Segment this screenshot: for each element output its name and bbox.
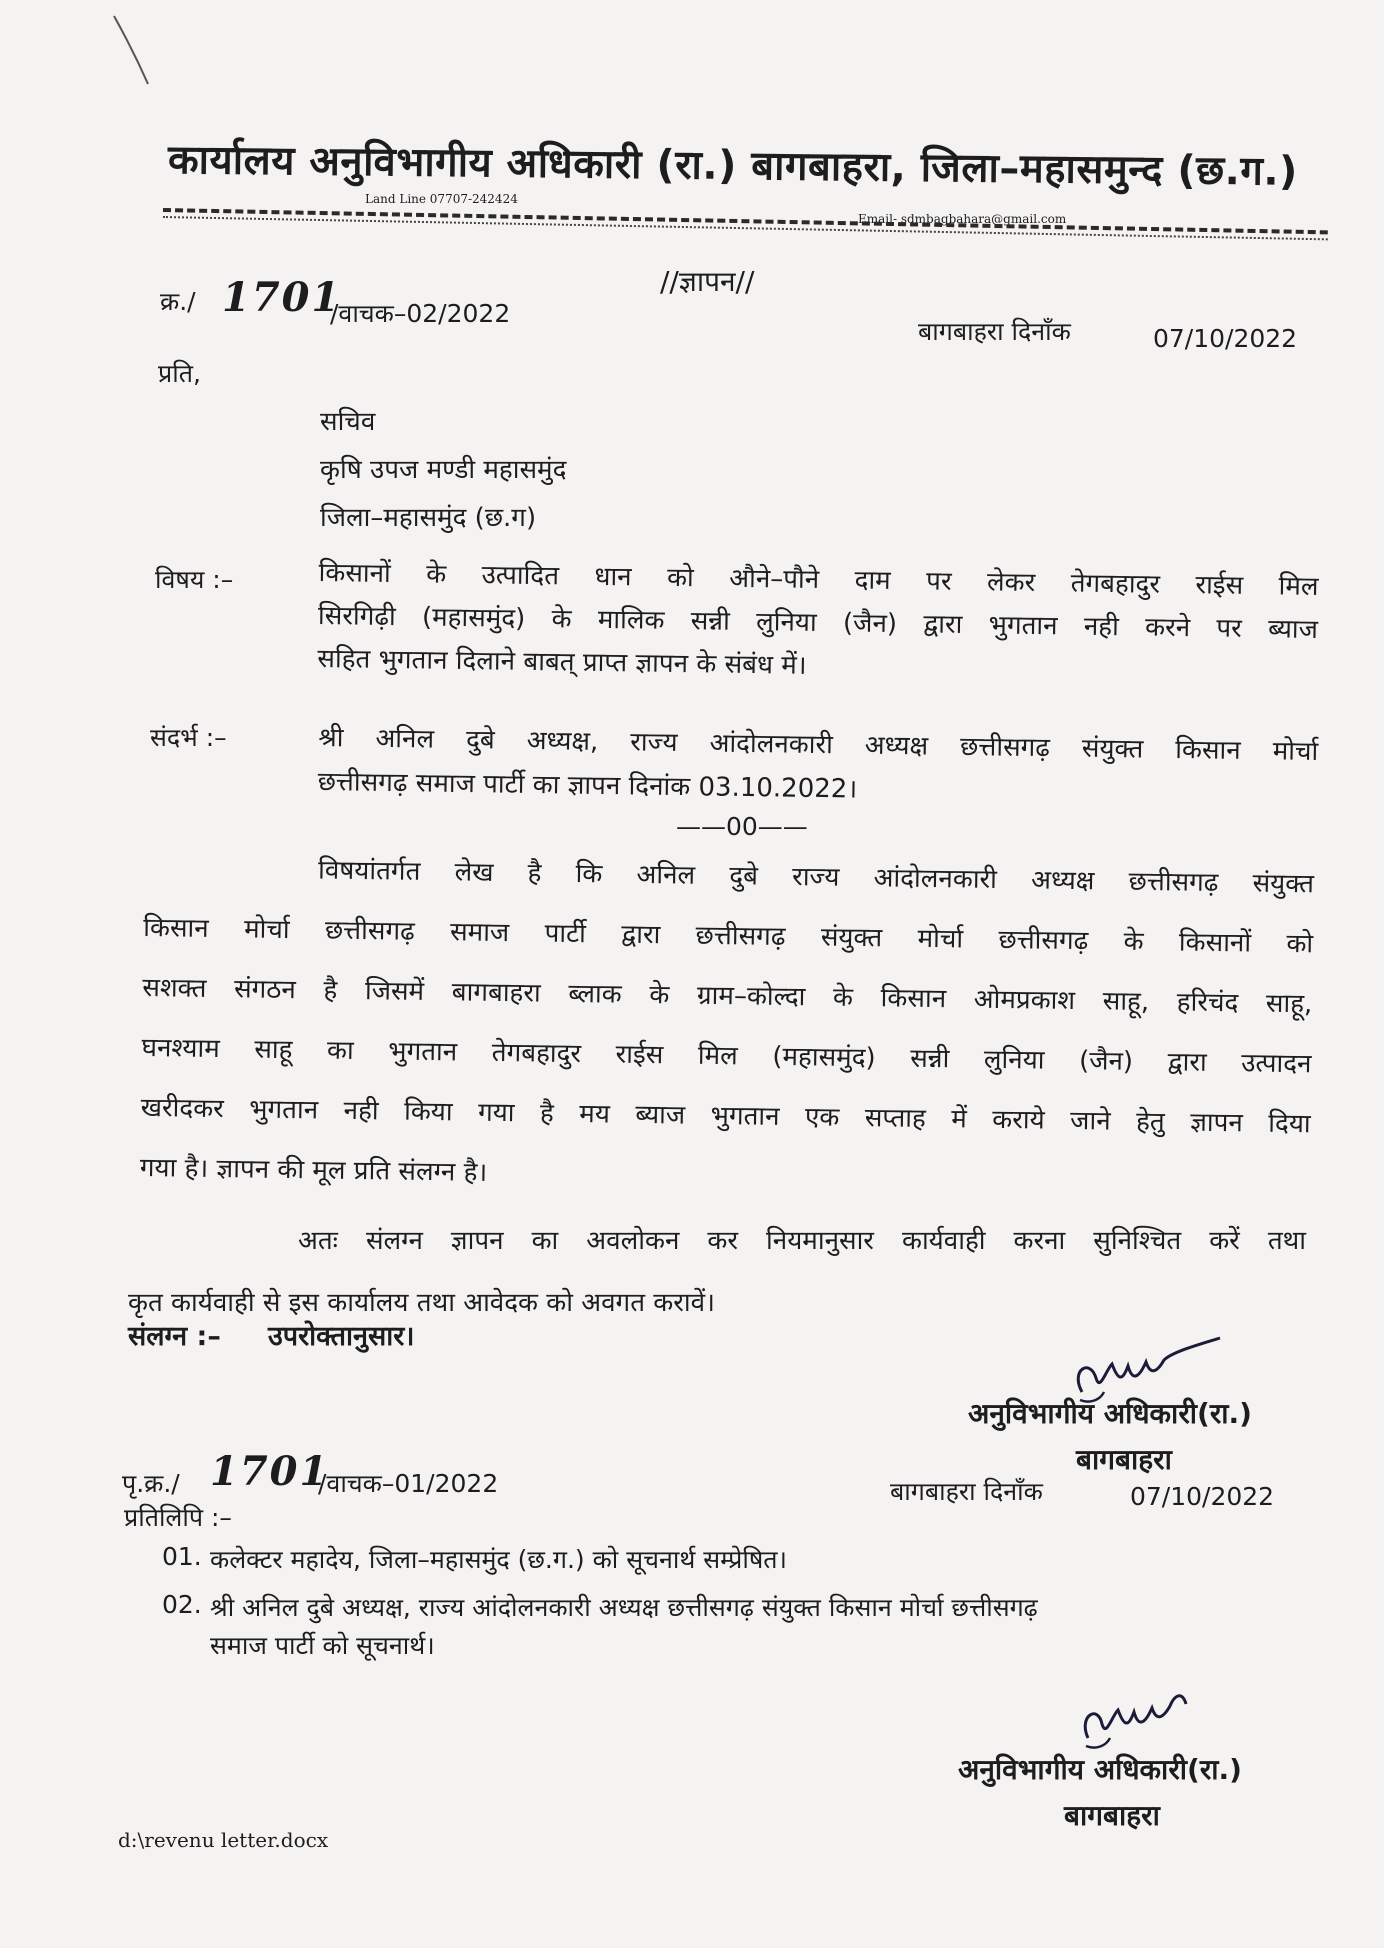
attachment-value: उपरोक्तानुसार।	[268, 1321, 415, 1352]
ref-suffix: /वाचक–02/2022	[330, 299, 511, 328]
signatory-place: बागबाहरा	[1064, 1799, 1160, 1832]
signatory-place: बागबाहरा	[1076, 1443, 1172, 1476]
subject-line: किसानों के उत्पादित धान को औने–पौने दाम पर लेकर तेगबहादुर राईस मिल	[318, 558, 1319, 602]
to-label: प्रति,	[158, 359, 201, 388]
to-line: कृषि उपज मण्डी महासमुंद	[320, 455, 567, 485]
to-line: जिला–महासमुंद (छ.ग)	[320, 503, 537, 533]
subject-text	[317, 552, 1319, 695]
body-line: सशक्त संगठन है जिसमें बागबाहरा ब्लाक के ग्राम–कोल्दा के किसान ओमप्रकाश साहू, हरिचंद साहू,	[142, 973, 1313, 1020]
body-line: किसान मोर्चा छत्तीसगढ़ समाज पार्टी द्वारा छत्तीसगढ़ संयुक्त मोर्चा छत्तीसगढ़ के किसानों को	[143, 913, 1314, 960]
reference-text	[317, 716, 1318, 818]
signatory-designation: अनुविभागीय अधिकारी(रा.)	[968, 1397, 1252, 1430]
body-line: गया है। ज्ञापन की मूल प्रति संलग्न है।	[139, 1152, 488, 1188]
stray-mark	[108, 10, 158, 90]
body-line: घनश्याम साहू का भुगतान तेगबहादुर राईस मिल (महासमुंद) सन्नी लुनिया (जैन) द्वारा उत्पादन	[141, 1032, 1312, 1080]
subject-line: सिरगिढ़ी (महासमुंद) के मालिक सन्नी लुनिया (जैन) द्वारा भुगतान नही करने पर ब्याज	[317, 601, 1319, 645]
memo-title: //ज्ञापन//	[660, 265, 755, 298]
signatory-designation: अनुविभागीय अधिकारी(रा.)	[958, 1753, 1242, 1786]
attachment-label: संलग्न :–	[128, 1321, 221, 1352]
copy-ref-suffix: /वाचक–01/2022	[318, 1469, 499, 1498]
file-path: d:\revenu letter.docx	[118, 1828, 329, 1852]
body-line: खरीदकर भुगतान नही किया गया है मय ब्याज भुगतान एक सप्ताह में कराये जाने हेतु ज्ञापन दिया	[140, 1092, 1311, 1140]
subject-line: सहित भुगतान दिलाने बाबत् प्राप्त ज्ञापन के संबंध में।	[317, 643, 807, 681]
body-paragraph-1	[139, 838, 1314, 1214]
office-title: कार्यालय अनुविभागीय अधिकारी (रा.) बागबाहरा, जिला–महासमुन्द (छ.ग.)	[167, 137, 1299, 195]
ref-number: 1701	[222, 274, 342, 321]
body-line: अतः संलग्न ज्ञापन का अवलोकन कर नियमानुसार कार्यवाही करना सुनिश्चित करें तथा	[298, 1226, 1306, 1256]
reference-line: श्री अनिल दुबे अध्यक्ष, राज्य आंदोलनकारी अध्यक्ष छत्तीसगढ़ संयुक्त किसान मोर्चा	[318, 723, 1319, 767]
copy-item-text: समाज पार्टी को सूचनार्थ।	[210, 1631, 435, 1660]
to-line: सचिव	[320, 407, 376, 437]
separator: ——00——	[676, 812, 808, 841]
body-line: कृत कार्यवाही से इस कार्यालय तथा आवेदक को अवगत करावें।	[128, 1288, 715, 1318]
signature-scribble	[1070, 1680, 1200, 1760]
landline: Land Line 07707-242424	[365, 192, 518, 206]
subject-label: विषय :–	[155, 565, 234, 594]
copy-item-text: कलेक्टर महादेय, जिला–महासमुंद (छ.ग.) को सूचनार्थ सम्प्रेषित।	[210, 1545, 788, 1574]
copy-item-number: 01.	[162, 1542, 202, 1571]
ref-date: 07/10/2022	[1153, 324, 1298, 353]
copy-ref-prefix: पृ.क्र./	[122, 1469, 180, 1498]
ref-place-date-label: बागबाहरा दिनाँक	[918, 317, 1071, 346]
copy-item-number: 02.	[162, 1590, 202, 1619]
reference-line: छत्तीसगढ़ समाज पार्टी का ज्ञापन दिनांक 03.10.2022।	[317, 766, 858, 805]
body-line: विषयांतर्गत लेख है कि अनिल दुबे राज्य आंदोलनकारी अध्यक्ष छत्तीसगढ़ संयुक्त	[317, 855, 1315, 900]
copy-label: प्रतिलिपि :–	[124, 1503, 232, 1532]
email: Email- sdmbagbahara@gmail.com	[858, 212, 1067, 226]
ref-prefix: क्र./	[160, 287, 196, 316]
reference-label: संदर्भ :–	[150, 723, 227, 752]
copy-item-text: श्री अनिल दुबे अध्यक्ष, राज्य आंदोलनकारी अध्यक्ष छत्तीसगढ़ संयुक्त किसान मोर्चा छत्तीसगढ़	[210, 1593, 1038, 1622]
copy-ref-number: 1701	[210, 1448, 330, 1495]
copy-place-date-label: बागबाहरा दिनाँक	[890, 1477, 1043, 1506]
copy-date: 07/10/2022	[1130, 1482, 1275, 1511]
